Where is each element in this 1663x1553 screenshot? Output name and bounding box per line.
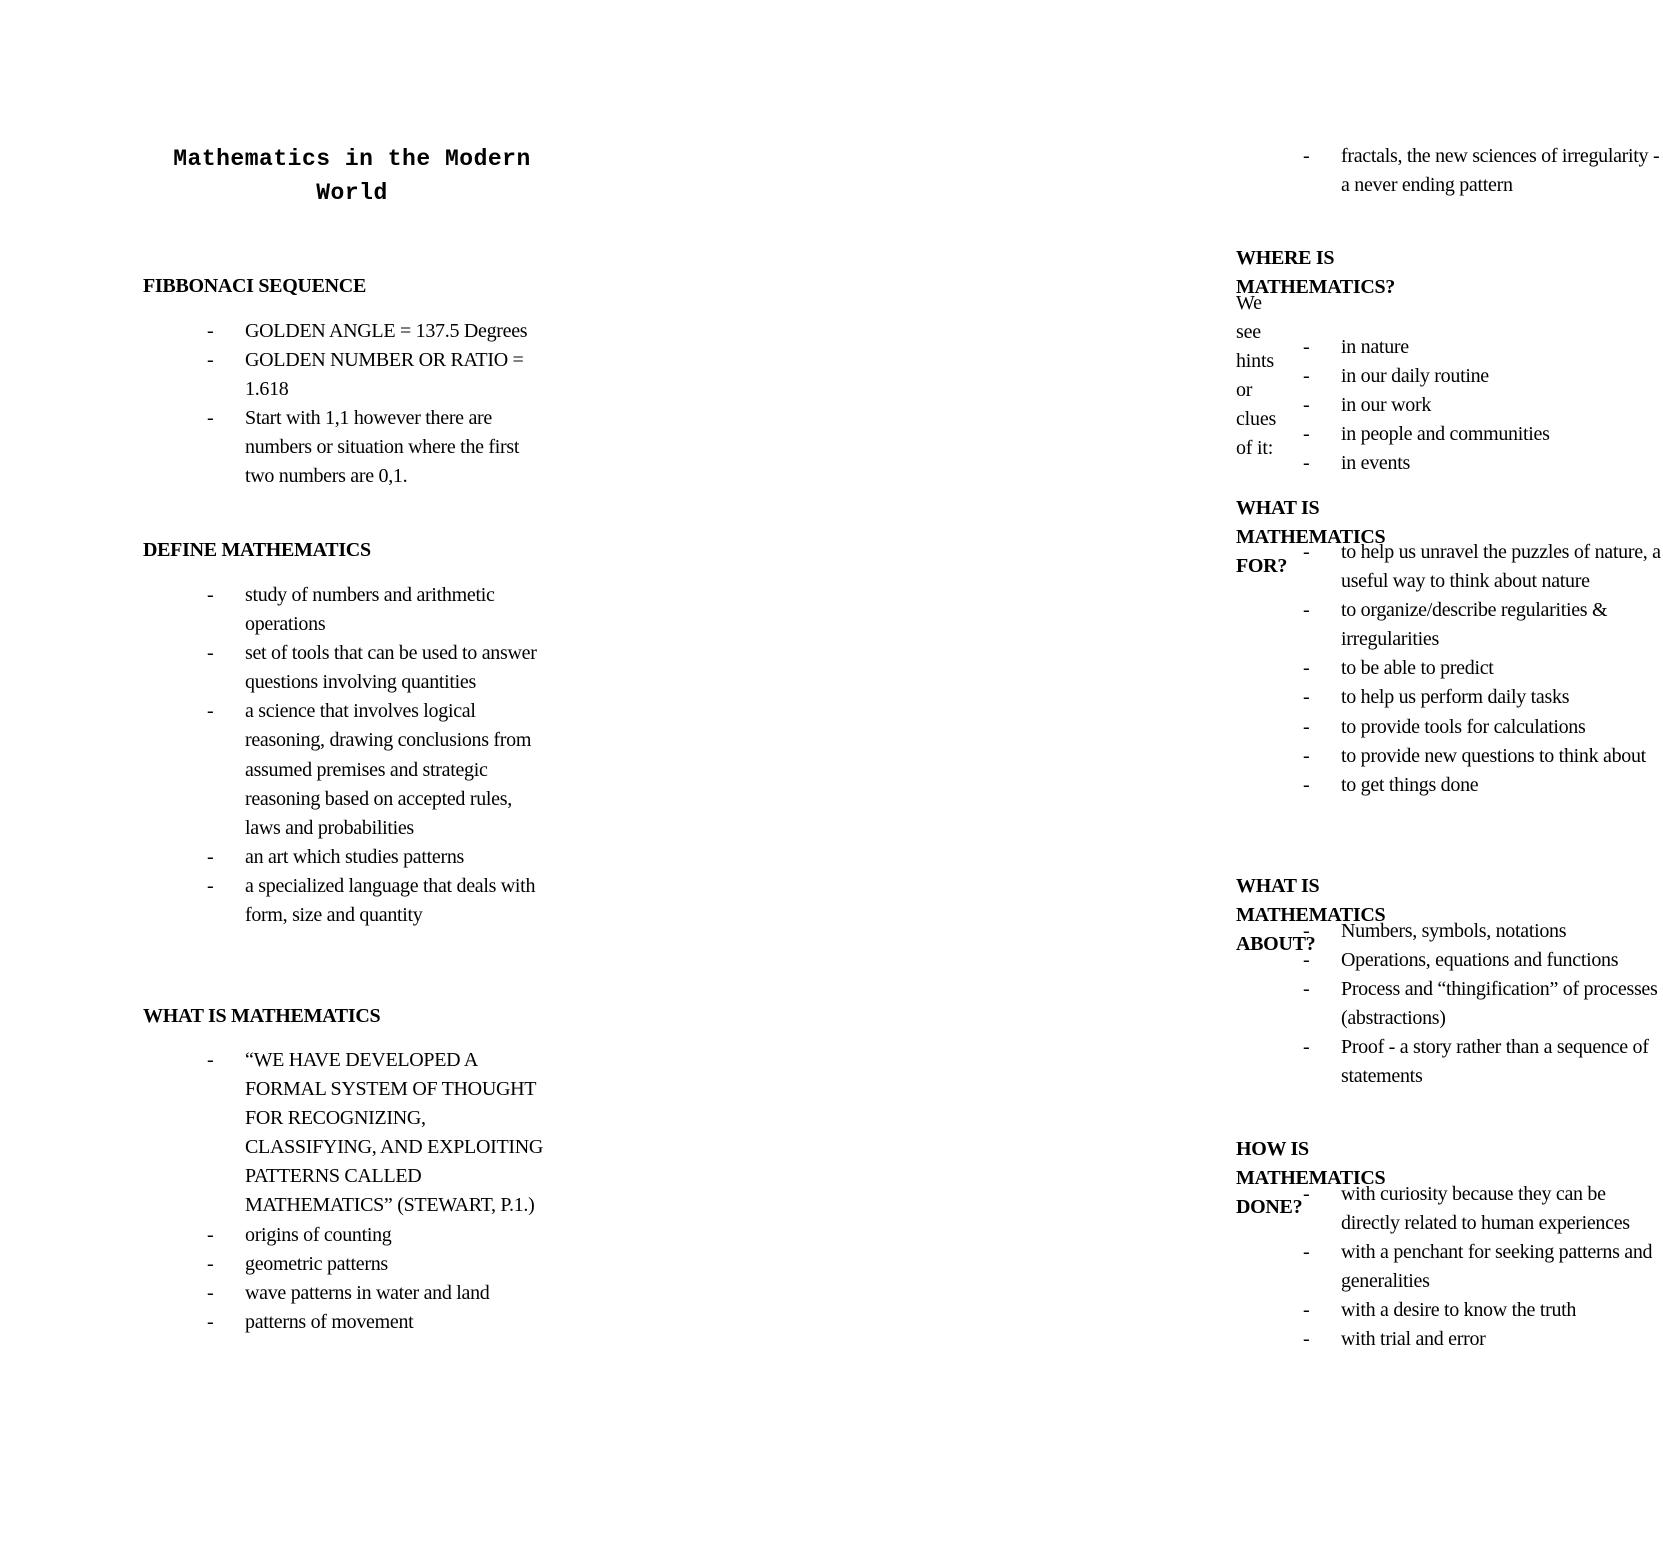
list-item: - Operations, equations and functions <box>1303 946 1663 975</box>
section-heading-what-is-mathematics-about: WHAT IS MATHEMATICS ABOUT? <box>1236 875 1386 955</box>
list-item: - Proof - a story rather than a sequence of statements <box>1303 1033 1663 1091</box>
list-item: - in our work <box>1303 391 1663 420</box>
list-item: - with a desire to know the truth <box>1303 1296 1663 1325</box>
list-item: - with trial and error <box>1303 1325 1663 1354</box>
list-item: - with curiosity because they can be directly related to human experiences <box>1303 1180 1663 1238</box>
list-item: - a science that involves logical reasoning, drawing conclusions from assumed premises and strategic reasoning based on accepted rules, laws and probabilities <box>207 697 552 842</box>
list-item: - set of tools that can be used to answer questions involving quantities <box>207 639 552 697</box>
list-item: - to organize/describe regularities & irregularities <box>1303 596 1663 654</box>
section-heading-what-is-mathematics: WHAT IS MATHEMATICS <box>143 1005 381 1027</box>
list-item: - Numbers, symbols, notations <box>1303 917 1663 946</box>
section-heading-define-mathematics: DEFINE MATHEMATICS <box>143 539 371 561</box>
what-is-mathematics-for-list <box>1303 538 1663 800</box>
list-item: - to help us perform daily tasks <box>1303 683 1663 712</box>
list-item: - origins of counting <box>207 1221 552 1250</box>
list-item: - geometric patterns <box>207 1250 552 1279</box>
list-item: - to be able to predict <box>1303 654 1663 683</box>
define-mathematics-list <box>207 581 552 930</box>
list-item: - “WE HAVE DEVELOPED A FORMAL SYSTEM OF THOUGHT FOR RECOGNIZING, CLASSIFYING, AND EXPLOITING PATTERNS CALLED MATHEMATICS” (STEWART, P.1.) <box>207 1046 552 1221</box>
list-item: - an art which studies patterns <box>207 843 552 872</box>
list-item: - GOLDEN NUMBER OR RATIO = 1.618 <box>207 346 552 404</box>
list-item: - wave patterns in water and land <box>207 1279 552 1308</box>
list-item: - in our daily routine <box>1303 362 1663 391</box>
section-heading-what-is-mathematics-for: WHAT IS MATHEMATICS FOR? <box>1236 497 1386 577</box>
section-heading-how-is-mathematics-done: HOW IS MATHEMATICS DONE? <box>1236 1138 1386 1218</box>
list-item: - GOLDEN ANGLE = 137.5 Degrees <box>207 317 552 346</box>
list-item: - Process and “thingification” of processes (abstractions) <box>1303 975 1663 1033</box>
list-item: - study of numbers and arithmetic operations <box>207 581 552 639</box>
list-item: - with a penchant for seeking patterns and generalities <box>1303 1238 1663 1296</box>
list-item: - fractals, the new sciences of irregularity - a never ending pattern <box>1303 142 1663 200</box>
list-item: - a specialized language that deals with form, size and quantity <box>207 872 552 930</box>
where-is-mathematics-list <box>1303 333 1663 478</box>
document-title: Mathematics in the Modern World <box>173 146 531 206</box>
section-heading-fibonacci: FIBBONACI SEQUENCE <box>143 275 366 297</box>
list-item: - to get things done <box>1303 771 1663 800</box>
list-item: - to provide tools for calculations <box>1303 713 1663 742</box>
how-is-mathematics-done-list <box>1303 1180 1663 1355</box>
what-is-mathematics-about-list <box>1303 917 1663 1092</box>
section-heading-where-is-mathematics: WHERE IS MATHEMATICS? <box>1236 247 1395 298</box>
section-intro: We see hints or clues of it: <box>1236 292 1277 459</box>
what-is-mathematics-list <box>207 1046 552 1337</box>
continued-list <box>1303 142 1663 200</box>
list-item: - to provide new questions to think about <box>1303 742 1663 771</box>
list-item: - in events <box>1303 449 1663 478</box>
list-item: - Start with 1,1 however there are numbers or situation where the first two numbers are 0,1. <box>207 404 552 491</box>
fibonacci-list <box>207 317 552 492</box>
list-item: - in nature <box>1303 333 1663 362</box>
list-item: - to help us unravel the puzzles of nature, a useful way to think about nature <box>1303 538 1663 596</box>
list-item: - patterns of movement <box>207 1308 552 1337</box>
list-item: - in people and communities <box>1303 420 1663 449</box>
